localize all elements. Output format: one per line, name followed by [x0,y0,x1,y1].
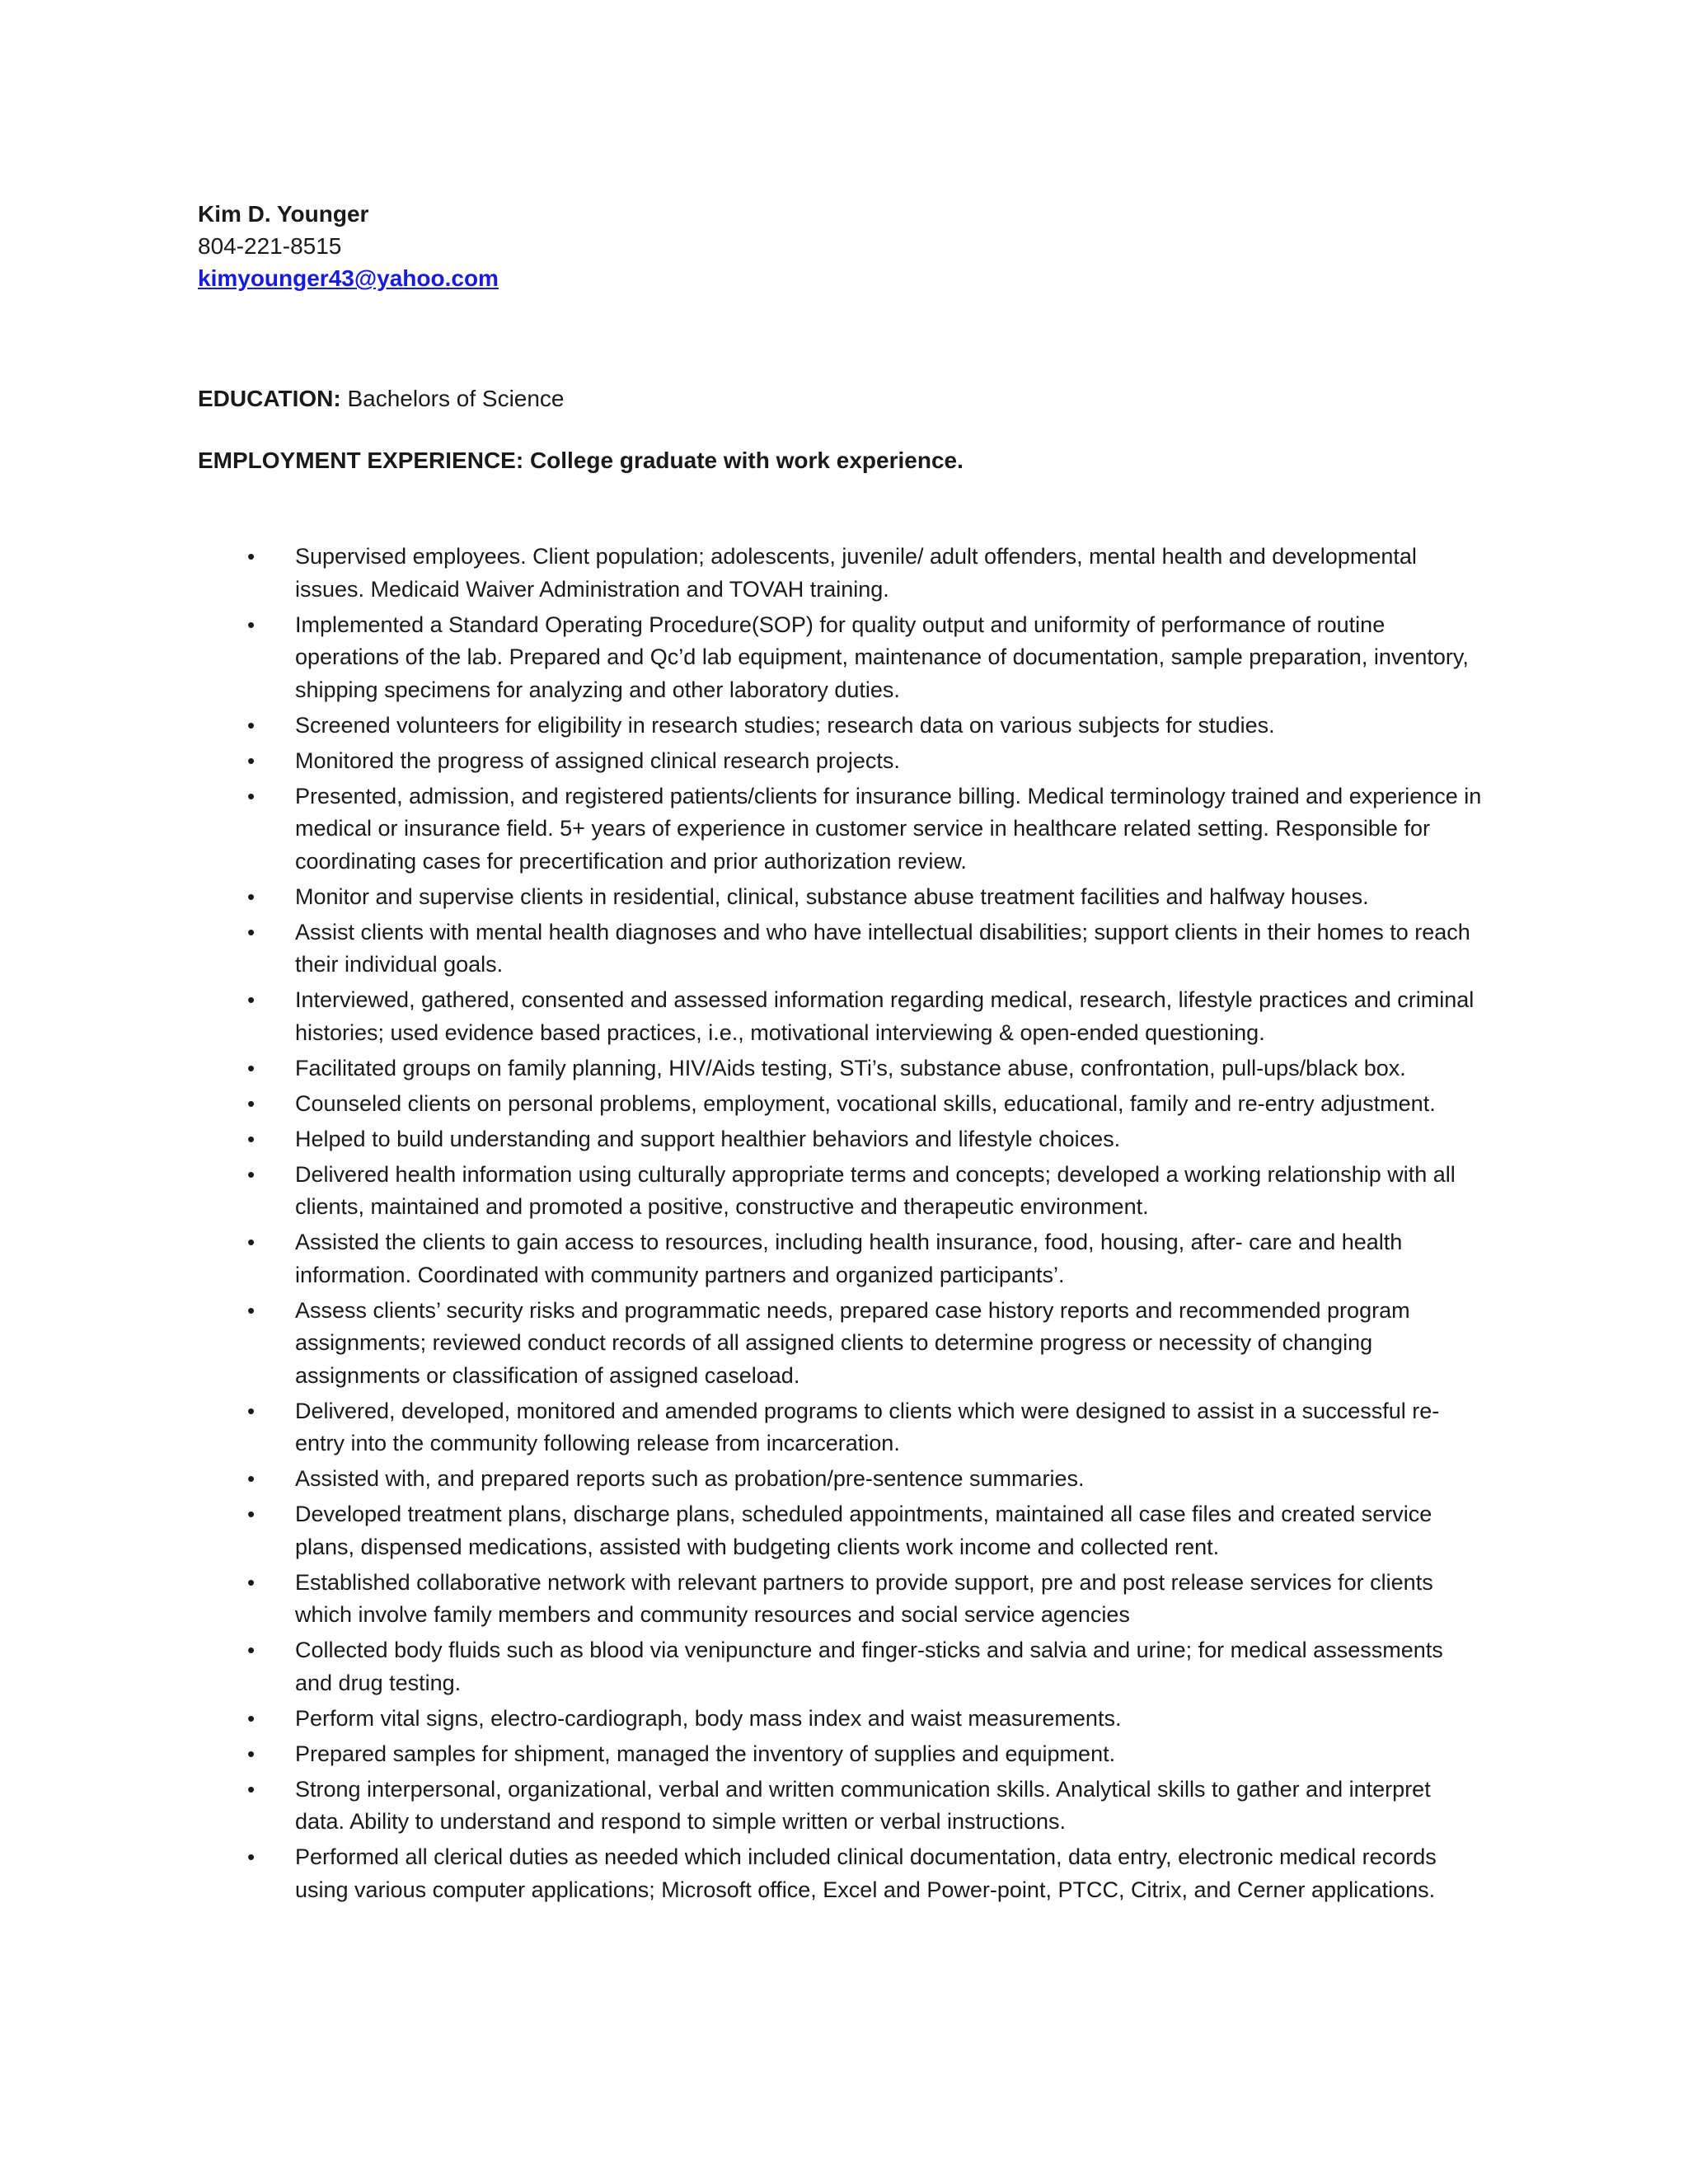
duty-item: • Assisted the clients to gain access to resources, including health insurance, food, housing, after- care and health information. Coordinated with community partners and organized participants’. [246,1226,1482,1291]
duty-item: • Developed treatment plans, discharge plans, scheduled appointments, maintained all case files and created service plans, dispensed medications, assisted with budgeting clients work income and collected rent. [246,1498,1482,1563]
email-link[interactable]: kimyounger43@yahoo.com [198,265,499,291]
applicant-name: Kim D. Younger [198,201,369,227]
employment-heading: EMPLOYMENT EXPERIENCE: College graduate with work experience. [198,448,964,473]
duty-item: • Strong interpersonal, organizational, verbal and written communication skills. Analytical skills to gather and interpret data. Ability to understand and respond to simple written or verbal instructions. [246,1774,1482,1839]
duty-item: • Assess clients’ security risks and programmatic needs, prepared case history reports and recommended program assignments; reviewed conduct records of all assigned clients to determine progress or necessity of changing assignments or classification of assigned caseload. [246,1295,1482,1393]
duty-item: • Interviewed, gathered, consented and assessed information regarding medical, research, lifestyle practices and criminal histories; used evidence based practices, i.e., motivational interviewing & open-ended questioning. [246,984,1482,1049]
duty-item: • Helped to build understanding and support healthier behaviors and lifestyle choices. [246,1123,1482,1156]
duty-item: • Monitored the progress of assigned clinical research projects. [246,745,1482,778]
duty-item: • Performed all clerical duties as needed which included clinical documentation, data entry, electronic medical records using various computer applications; Microsoft office, Excel and Power-point, PTCC, Citrix, and Cerner applications. [246,1841,1482,1906]
duty-item: • Collected body fluids such as blood via venipuncture and finger-sticks and salvia and urine; for medical assessments and drug testing. [246,1634,1482,1699]
phone-number: 804-221-8515 [198,233,342,259]
contact-block [198,198,499,294]
duty-item: • Supervised employees. Client population; adolescents, juvenile/ adult offenders, mental health and developmental issues. Medicaid Waiver Administration and TOVAH training. [246,541,1482,606]
duty-item: • Monitor and supervise clients in residential, clinical, substance abuse treatment facilities and halfway houses. [246,881,1482,914]
education-line [198,384,565,414]
education-value: Bachelors of Science [340,386,565,411]
education-label: EDUCATION: [198,386,341,411]
duty-item: • Assisted with, and prepared reports such as probation/pre-sentence summaries. [246,1463,1482,1496]
duties-list [246,541,1482,1910]
duty-item: • Assist clients with mental health diagnoses and who have intellectual disabilities; support clients in their homes to reach their individual goals. [246,916,1482,982]
duty-item: • Delivered, developed, monitored and amended programs to clients which were designed to assist in a successful re-entry into the community following release from incarceration. [246,1395,1482,1460]
duty-item: • Screened volunteers for eligibility in research studies; research data on various subjects for studies. [246,710,1482,743]
duty-item: • Perform vital signs, electro-cardiograph, body mass index and waist measurements. [246,1703,1482,1736]
duty-item: • Counseled clients on personal problems, employment, vocational skills, educational, family and re-entry adjustment. [246,1088,1482,1121]
duty-item: • Implemented a Standard Operating Procedure(SOP) for quality output and uniformity of performance of routine operations of the lab. Prepared and Qc’d lab equipment, maintenance of documentation, sample preparation, inventory, shipping specimens for analyzing and other laboratory duties. [246,609,1482,707]
duty-item: • Presented, admission, and registered patients/clients for insurance billing. Medical terminology trained and experience in medical or insurance field. 5+ years of experience in customer service in healthcare related setting. Responsible for coordinating cases for precertification and prior authorization review. [246,780,1482,879]
duty-item: • Prepared samples for shipment, managed the inventory of supplies and equipment. [246,1738,1482,1771]
duty-item: • Delivered health information using culturally appropriate terms and concepts; developed a working relationship with all clients, maintained and promoted a positive, constructive and therapeutic environment. [246,1159,1482,1224]
duty-item: • Facilitated groups on family planning, HIV/Aids testing, STi’s, substance abuse, confrontation, pull-ups/black box. [246,1052,1482,1085]
duty-item: • Established collaborative network with relevant partners to provide support, pre and post release services for clients which involve family members and community resources and social service agencies [246,1567,1482,1632]
